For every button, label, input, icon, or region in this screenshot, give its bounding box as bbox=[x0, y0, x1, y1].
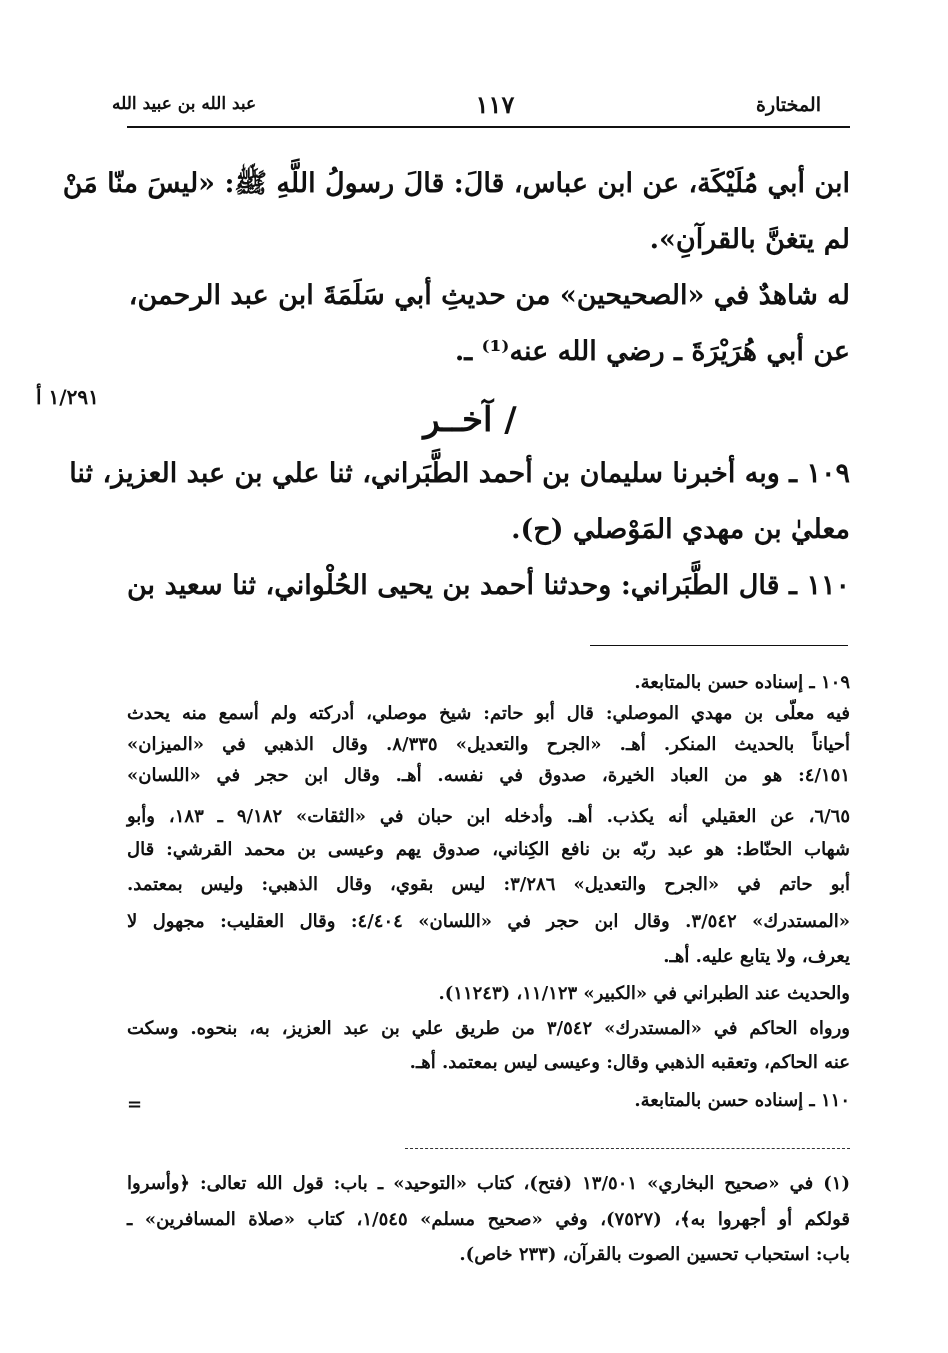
text-line: له شاهدٌ في «الصحيحين» من حديثِ أبي سَلَمَةَ ابن عبد الرحمن، bbox=[128, 280, 850, 311]
footnote-rule bbox=[405, 1148, 850, 1149]
manuscript-folio-ref: ١/٢٩١ أ bbox=[36, 385, 99, 409]
commentary-line: ٤/١٥١: هو من العباد الخيرة، صدوق في نفسه. أهـ. وقال ابن حجر في «اللسان» bbox=[127, 765, 850, 786]
commentary-line: ١٠٩ ـ إسناده حسن بالمتابعة. bbox=[634, 672, 850, 693]
hadith-line: ١١٠ ـ قال الطَّبَراني: وحدثنا أحمد بن يحيى الحُلْواني، ثنا سعيد بن bbox=[127, 570, 850, 601]
hadith-line: معليٰ بن مهدي المَوْصلي (ح). bbox=[511, 514, 850, 545]
commentary-line: عنه الحاكم، وتعقبه الذهبي وقال: وعيسى ليس بمعتمد. أهـ. bbox=[409, 1052, 850, 1073]
continuation-mark: = bbox=[127, 1094, 143, 1115]
chapter-title: عبد الله بن عبيد الله bbox=[112, 94, 257, 114]
footnote-line: (١) في «صحيح البخاري» ١٣/٥٠١ (فتح)، كتاب «التوحيد» ـ باب: قول الله تعالى: ﴿وأسروا bbox=[127, 1173, 850, 1194]
commentary-line: ٦/٦٥، عن العقيلي أنه يكذب. أهـ. وأدخله ابن حبان في «الثقات» ٩/١٨٢ ـ ١٨٣، وأبو bbox=[127, 806, 851, 827]
commentary-rule bbox=[590, 645, 848, 646]
footnote-line: قولكم أو أجهروا به﴾، (٧٥٢٧)، وفي «صحيح مسلم» ١/٥٤٥، كتاب «صلاة المسافرين» ـ bbox=[127, 1209, 850, 1230]
commentary-line: شهاب الحنّاط: هو عبد ربّه بن نافع الكِناني، صدوق يهم وعيسى بن محمد القرشي: قال bbox=[127, 839, 850, 860]
text-line: عن أبي هُرَيْرَةَ ـ رضي الله عنه⁽¹⁾ ـ. bbox=[454, 336, 850, 367]
commentary-line: يعرف، ولا يتابع عليه. أهـ. bbox=[663, 946, 850, 967]
commentary-line: والحديث عند الطبراني في «الكبير» ١١/١٢٣، (١١٢٤٣). bbox=[438, 983, 850, 1004]
commentary-line: فيه معلّى بن مهدي الموصلي: قال أبو حاتم: شيخ موصلي، أدركته ولم أسمع منه يحدث bbox=[127, 703, 850, 724]
commentary-line: ١١٠ ـ إسناده حسن بالمتابعة. bbox=[634, 1090, 850, 1111]
commentary-line: ورواه الحاكم في «المستدرك» ٣/٥٤٢ من طريق علي بن عبد العزيز، به، بنحوه. وسكت bbox=[127, 1018, 850, 1039]
page-number: ١١٧ bbox=[475, 90, 515, 119]
header-rule bbox=[127, 126, 850, 128]
commentary-line: «المستدرك» ٣/٥٤٢. وقال ابن حجر في «اللسان» ٤/٤٠٤: وقال العقليب: مجهول لا bbox=[127, 911, 850, 932]
section-heading: / آخــر bbox=[423, 400, 517, 440]
hadith-line: ١٠٩ ـ وبه أخبرنا سليمان بن أحمد الطَّبَراني، ثنا علي بن عبد العزيز، ثنا bbox=[69, 458, 850, 489]
running-title: المختارة bbox=[756, 94, 821, 116]
text-line: ابن أبي مُلَيْكَة، عن ابن عباس، قالَ: قالَ رسولُ اللَّهِ ﷺ: «ليسَ منّا مَنْ bbox=[62, 168, 850, 199]
text-line: لم يتغنَّ بالقرآنِ». bbox=[649, 224, 850, 255]
commentary-line: أبو حاتم في «الجرح والتعديل» ٣/٢٨٦: ليس بقوي، وقال الذهبي: وليس بمعتمد. bbox=[127, 874, 851, 895]
footnote-line: باب: استحباب تحسين الصوت بالقرآن، (٢٣٣ خاص). bbox=[459, 1244, 850, 1265]
commentary-line: أحياناً بالحديث المنكر. أهـ. «الجرح والتعديل» ٨/٣٣٥. وقال الذهبي في «الميزان» bbox=[127, 734, 851, 755]
